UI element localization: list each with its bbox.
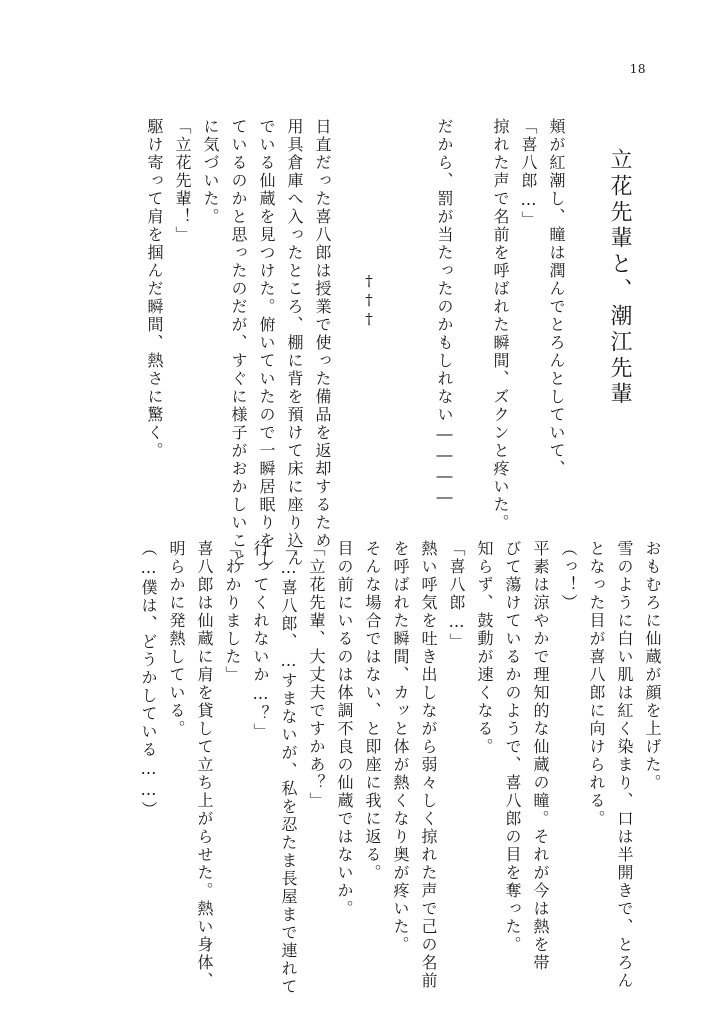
middle-passage	[140, 118, 336, 568]
text-line: （…僕は、どうかしている……）	[139, 540, 158, 819]
page-number: 18	[629, 62, 646, 76]
text-line: 行ってくれないか…？」	[251, 540, 270, 741]
text-line: おもむろに仙蔵が顔を上げた。	[643, 540, 662, 792]
text-line: 駆け寄って肩を掴んだ瞬間、熱さに驚く。	[145, 118, 164, 460]
text-line: となった目が喜八郎に向けられる。	[587, 540, 606, 828]
text-line: に気づいた。	[201, 118, 220, 226]
text-line: を呼ばれた瞬間、カッと体が熱くなり奥が疼いた。	[391, 540, 410, 954]
blank-line	[458, 118, 486, 478]
text-line: 平素は涼やかで理知的な仙蔵の瞳。それが今は熱を帯	[531, 540, 550, 972]
lower-passage	[134, 540, 666, 996]
text-line: 「わかりました」	[223, 540, 242, 684]
text-line: 「喜八郎…」	[447, 540, 466, 651]
text-line: （っ！）	[559, 540, 578, 612]
text-line: 「喜八郎…」	[519, 118, 538, 229]
text-line: ているのかと思ったのだが、すぐに様子がおかしいこと	[229, 118, 248, 568]
text-line: 掠れた声で名前を呼ばれた瞬間、ズクンと疼いた。	[491, 118, 510, 532]
text-line: でいる仙蔵を見つけた。俯いていたので一瞬居眠りをし	[257, 118, 276, 568]
section-separator: †††	[360, 272, 378, 329]
text-line: びて蕩けているかのようで、喜八郎の目を奪った。	[503, 540, 522, 954]
text-line: 明らかに発熱している。	[167, 540, 186, 738]
text-line: 頬が紅潮し、瞳は潤んでとろんとしていて、	[547, 118, 566, 478]
text-line: 「立花先輩、大丈夫ですかあ？」	[307, 540, 326, 810]
text-line: 喜八郎は仙蔵に肩を貸して立ち上がらせた。熱い身体、	[195, 540, 214, 990]
opening-passage	[430, 118, 570, 532]
text-line: 知らず、鼓動が速くなる。	[475, 540, 494, 756]
chapter-title: 立花先輩と、潮江先輩	[607, 148, 632, 408]
text-line: 目の前にいるのは体調不良の仙蔵ではないか。	[335, 540, 354, 918]
text-line: 用具倉庫へ入ったところ、棚に背を預けて床に座り込ん	[285, 118, 304, 568]
text-line: そんな場合ではない、と即座に我に返る。	[363, 540, 382, 882]
text-line: だから、罰が当たったのかもしれない――――	[435, 118, 454, 508]
text-line: 雪のように白い肌は紅く染まり、口は半開きで、とろん	[615, 540, 634, 990]
text-line: 「立花先輩！」	[173, 118, 192, 244]
text-line: 日直だった喜八郎は授業で使った備品を返却するため	[313, 118, 332, 550]
text-line: 熱い呼気を吐き出しながら弱々しく掠れた声で己の名前	[419, 540, 438, 990]
text-line: 「…喜八郎、…すまないが、私を忍たま長屋まで連れて	[279, 540, 298, 996]
